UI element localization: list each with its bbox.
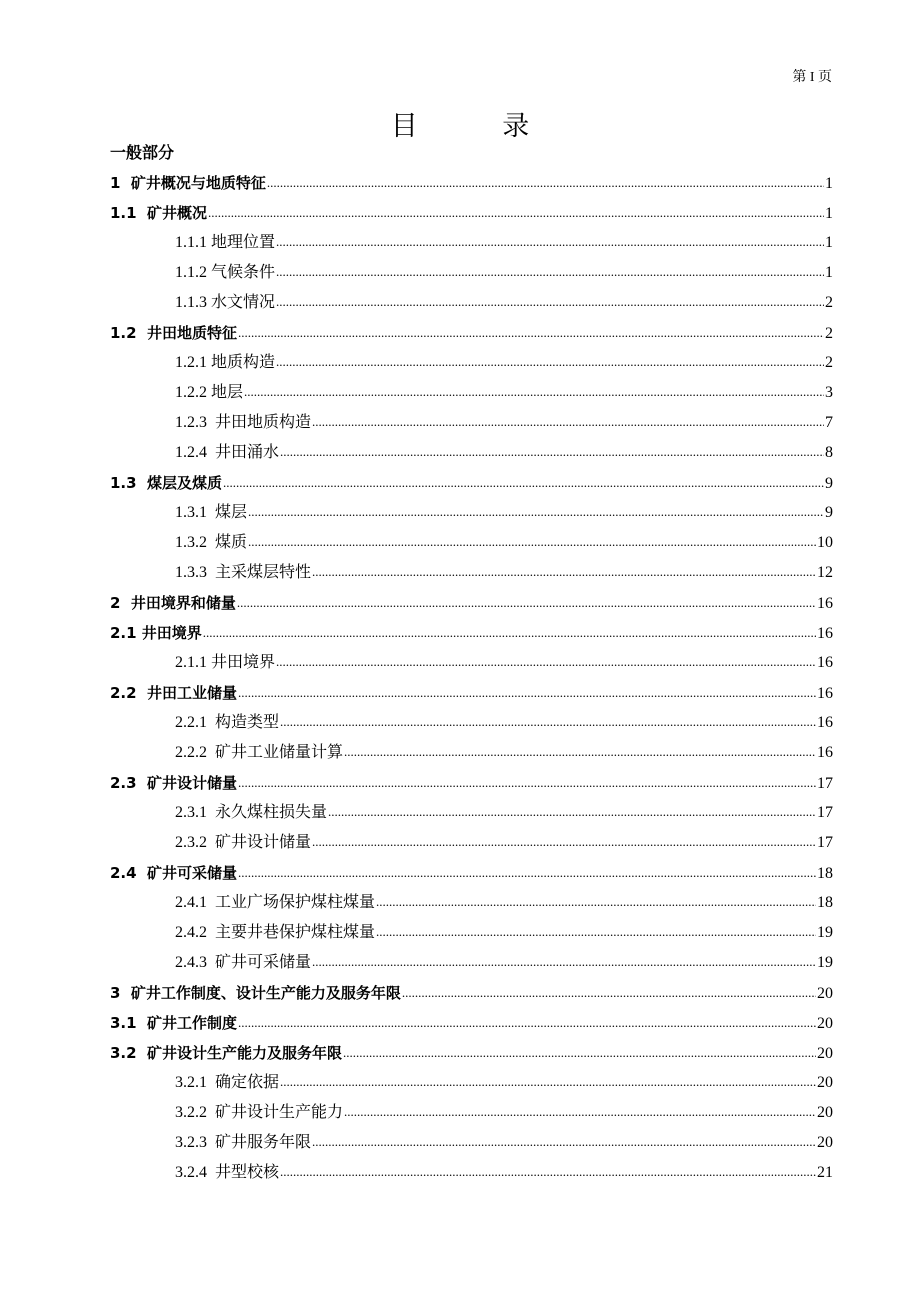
- toc-entry-title: 1.2 井田地质特征: [110, 324, 238, 342]
- toc-entry-title: 1.2.1 地质构造: [175, 354, 276, 371]
- toc-entry-title: 1.3 煤层及煤质: [110, 474, 223, 492]
- toc-dot-leader: [344, 1097, 816, 1127]
- toc-dot-leader: [244, 377, 824, 407]
- toc-dot-leader: [248, 527, 816, 557]
- toc-entry-page-number: 16: [817, 595, 833, 612]
- toc-entry-title: 3.2.3 矿井服务年限: [175, 1134, 312, 1151]
- toc-entry[interactable]: [175, 918, 833, 948]
- toc-entry-page-number: 18: [817, 894, 833, 911]
- toc-entry-title: 2.3.1 永久煤柱损失量: [175, 804, 328, 821]
- toc-entry[interactable]: [175, 348, 833, 378]
- toc-entry-page-number: 17: [817, 834, 833, 851]
- toc-entry[interactable]: [175, 558, 833, 588]
- toc-entry-title: 1.3.3 主采煤层特性: [175, 564, 312, 581]
- toc-entry[interactable]: [110, 168, 833, 198]
- toc-entry[interactable]: [110, 318, 833, 348]
- toc-dot-leader: [312, 947, 816, 977]
- toc-entry-page-number: 16: [817, 744, 833, 761]
- toc-entry-page-number: 2: [825, 354, 833, 371]
- toc-entry-title: 1 矿井概况与地质特征: [110, 174, 266, 192]
- toc-dot-leader: [276, 227, 824, 257]
- toc-dot-leader: [276, 347, 824, 377]
- toc-entry[interactable]: [175, 498, 833, 528]
- toc-entry-title: 2.4 矿井可采储量: [110, 864, 238, 882]
- toc-entry-title: 2.2.2 矿井工业储量计算: [175, 744, 344, 761]
- toc-dot-leader: [238, 858, 816, 888]
- toc-entry[interactable]: [110, 198, 833, 228]
- toc-entry-title: 3.2.4 井型校核: [175, 1164, 280, 1181]
- toc-dot-leader: [376, 917, 816, 947]
- toc-entry-title: 2.4.3 矿井可采储量: [175, 954, 312, 971]
- toc-entry-page-number: 19: [817, 954, 833, 971]
- toc-entry-page-number: 20: [817, 1015, 833, 1032]
- toc-entry-page-number: 7: [825, 414, 833, 431]
- toc-entry-page-number: 16: [817, 685, 833, 702]
- toc-dot-leader: [223, 468, 824, 498]
- toc-entry-page-number: 16: [817, 654, 833, 671]
- toc-entry[interactable]: [175, 228, 833, 258]
- toc-entry-page-number: 1: [825, 205, 833, 222]
- toc-dot-leader: [238, 318, 824, 348]
- toc-entry-title: 3.1 矿井工作制度: [110, 1014, 238, 1032]
- toc-entry[interactable]: [175, 258, 833, 288]
- toc-entry-page-number: 9: [825, 504, 833, 521]
- toc-entry-page-number: 3: [825, 384, 833, 401]
- toc-entry-title: 2.2.1 构造类型: [175, 714, 280, 731]
- toc-entry[interactable]: [175, 1098, 833, 1128]
- toc-entry-title: 1.3.1 煤层: [175, 504, 248, 521]
- toc-entry-title: 2.4.2 主要井巷保护煤柱煤量: [175, 924, 376, 941]
- toc-dot-leader: [376, 887, 816, 917]
- toc-entry-page-number: 1: [825, 264, 833, 281]
- toc-entry-title: 1.3.2 煤质: [175, 534, 248, 551]
- toc-dot-leader: [238, 1008, 816, 1038]
- toc-entry[interactable]: [175, 948, 833, 978]
- toc-entry-title: 1.2.4 井田涌水: [175, 444, 280, 461]
- toc-dot-leader: [312, 557, 816, 587]
- toc-dot-leader: [276, 257, 824, 287]
- toc-entry-title: 1.1.3 水文情况: [175, 294, 276, 311]
- toc-entry[interactable]: [110, 1038, 833, 1068]
- toc-entry-title: 1.1.2 气候条件: [175, 264, 276, 281]
- toc-entry[interactable]: [110, 978, 833, 1008]
- toc-dot-leader: [208, 198, 824, 228]
- toc-entry-page-number: 17: [817, 804, 833, 821]
- toc-entry-page-number: 1: [825, 175, 833, 192]
- toc-entry-page-number: 2: [825, 325, 833, 342]
- toc-entry-page-number: 19: [817, 924, 833, 941]
- toc-entry[interactable]: [175, 648, 833, 678]
- toc-entry-title: 3 矿井工作制度、设计生产能力及服务年限: [110, 984, 401, 1002]
- toc-entry-title: 2.1.1 井田境界: [175, 654, 276, 671]
- toc-entry-page-number: 18: [817, 865, 833, 882]
- toc-entry-page-number: 12: [817, 564, 833, 581]
- toc-entry-page-number: 8: [825, 444, 833, 461]
- toc-entry-page-number: 17: [817, 775, 833, 792]
- toc-entry-page-number: 20: [817, 985, 833, 1002]
- toc-dot-leader: [312, 827, 816, 857]
- toc-entry-page-number: 20: [817, 1134, 833, 1151]
- toc-entry-page-number: 9: [825, 475, 833, 492]
- toc-entry[interactable]: [110, 618, 833, 648]
- toc-entry[interactable]: [110, 678, 833, 708]
- toc-entry-title: 1.1 矿井概况: [110, 204, 208, 222]
- toc-entry-title: 2 井田境界和储量: [110, 594, 236, 612]
- toc-entry[interactable]: [175, 438, 833, 468]
- toc-entry[interactable]: [175, 1128, 833, 1158]
- toc-entry-page-number: 20: [817, 1074, 833, 1091]
- toc-dot-leader: [248, 497, 824, 527]
- toc-dot-leader: [280, 437, 824, 467]
- toc-entry[interactable]: [175, 828, 833, 858]
- toc-entry-title: 3.2 矿井设计生产能力及服务年限: [110, 1044, 343, 1062]
- toc-entry-title: 2.4.1 工业广场保护煤柱煤量: [175, 894, 376, 911]
- toc-dot-leader: [328, 797, 816, 827]
- toc-entry[interactable]: [110, 858, 833, 888]
- toc-dot-leader: [276, 647, 816, 677]
- toc-entry[interactable]: [110, 588, 833, 618]
- toc-dot-leader: [402, 978, 816, 1008]
- page-title: 目 录: [390, 111, 568, 142]
- toc-entry-title: 1.2.3 井田地质构造: [175, 414, 312, 431]
- toc-entry-title: 2.3.2 矿井设计储量: [175, 834, 312, 851]
- toc-entry-title: 3.2.1 确定依据: [175, 1074, 280, 1091]
- toc-entry-title: 1.2.2 地层: [175, 384, 244, 401]
- toc-dot-leader: [237, 588, 816, 618]
- toc-dot-leader: [280, 1157, 816, 1187]
- toc-dot-leader: [203, 618, 816, 648]
- toc-entry-page-number: 2: [825, 294, 833, 311]
- toc-entry-page-number: 16: [817, 625, 833, 642]
- toc-dot-leader: [280, 1067, 816, 1097]
- toc-entry-page-number: 20: [817, 1104, 833, 1121]
- toc-dot-leader: [312, 407, 824, 437]
- toc-entry-title: 2.1 井田境界: [110, 624, 202, 642]
- toc-entry[interactable]: [175, 1068, 833, 1098]
- toc-entry[interactable]: [175, 708, 833, 738]
- toc-entry-page-number: 1: [825, 234, 833, 251]
- toc-entry-title: 2.2 井田工业储量: [110, 684, 238, 702]
- toc-dot-leader: [267, 168, 824, 198]
- toc-entry[interactable]: [175, 408, 833, 438]
- toc-entry-page-number: 21: [817, 1164, 833, 1181]
- toc-entry[interactable]: [110, 768, 833, 798]
- toc-entry-page-number: 10: [817, 534, 833, 551]
- toc-dot-leader: [312, 1127, 816, 1157]
- toc-dot-leader: [238, 768, 816, 798]
- toc-entry-page-number: 16: [817, 714, 833, 731]
- toc-dot-leader: [343, 1038, 816, 1068]
- toc-entry[interactable]: [175, 378, 833, 408]
- page-number-header: 第 I 页: [792, 70, 832, 85]
- toc-dot-leader: [344, 737, 816, 767]
- toc-entry-title: 1.1.1 地理位置: [175, 234, 276, 251]
- toc-dot-leader: [280, 707, 816, 737]
- toc-entry[interactable]: [175, 798, 833, 828]
- toc-entry-title: 3.2.2 矿井设计生产能力: [175, 1104, 344, 1121]
- toc-dot-leader: [238, 678, 816, 708]
- toc-entry[interactable]: [175, 738, 833, 768]
- toc-entry[interactable]: [175, 528, 833, 558]
- toc-entry[interactable]: [175, 1158, 833, 1188]
- toc-entry[interactable]: [175, 888, 833, 918]
- toc-entry[interactable]: [110, 468, 833, 498]
- part-label: 一般部分: [110, 143, 175, 162]
- toc-entry-page-number: 20: [817, 1045, 833, 1062]
- toc-entry[interactable]: [110, 1008, 833, 1038]
- toc-dot-leader: [276, 287, 824, 317]
- toc-entry-title: 2.3 矿井设计储量: [110, 774, 238, 792]
- toc-entry[interactable]: [175, 288, 833, 318]
